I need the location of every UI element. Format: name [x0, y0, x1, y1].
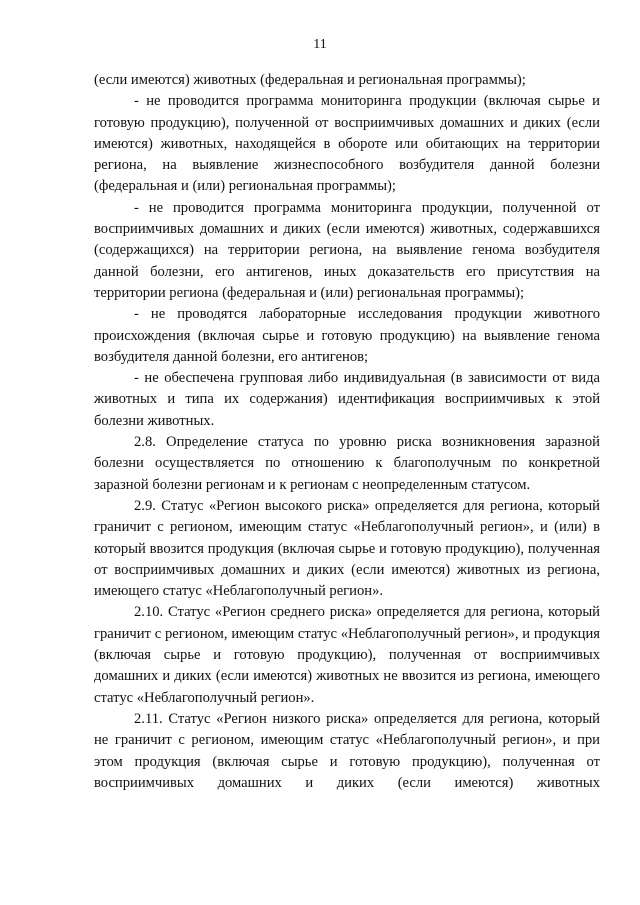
paragraph-2-8: 2.8. Определение статуса по уровню риска возникновения заразной болезни осуществляется по отношению к благополучным по конкретной заразной болезни регионам и к регионам с неопределенным статусом. — [94, 434, 600, 493]
paragraph-2-11: 2.11. Статус «Регион низкого риска» определяется для региона, который не граничит с регионом, имеющим статус «Неблагополучный регион», и при этом продукция (включая сырье и готовую продукцию), полученная от восприимчивых домашних и диких (если имеются) животных — [94, 710, 600, 791]
page-number: 11 — [313, 37, 327, 52]
document-body — [94, 70, 600, 794]
list-item-monitoring-genome: - не проводится программа мониторинга продукции, полученной от восприимчивых домашних и диких (если имеются) животных, содержавшихся (содержащихся) на территории региона, на выявление генома возбудителя данной болезни, его антигенов, иных доказательств его присутствия на территории региона (федеральная и (или) региональная программы); — [94, 199, 600, 301]
list-item-lab-testing: - не проводятся лабораторные исследования продукции животного происхождения (включая сырье и готовую продукцию) на выявление генома возбудителя данной болезни, его антигенов; — [94, 306, 600, 365]
paragraph-2-10: 2.10. Статус «Регион среднего риска» определяется для региона, который граничит с регионом, имеющим статус «Неблагополучный регион», и продукция (включая сырье и готовую продукцию), полученная от восприимчивых домашних и диких (если имеются) животных не ввозится из региона, имеющего статус «Неблагополучный регион». — [94, 604, 600, 706]
list-item-monitoring-viable-pathogen: - не проводится программа мониторинга продукции (включая сырье и готовую продукцию), полученной от восприимчивых домашних и диких (если имеются) животных, находящейся в обороте или обитающих на территории региона, на выявление жизнеспособного возбудителя данной болезни (федеральная и (или) региональная программы); — [94, 93, 600, 195]
list-item-identification: - не обеспечена групповая либо индивидуальная (в зависимости от вида животных и типа их содержания) идентификация восприимчивых к этой болезни животных. — [94, 370, 600, 429]
paragraph-2-9: 2.9. Статус «Регион высокого риска» определяется для региона, который граничит с регионом, имеющим статус «Неблагополучный регион», и (или) в который ввозится продукция (включая сырье и готовую продукцию), полученная от восприимчивых домашних и диких (если имеются) животных из региона, имеющего статус «Неблагополучный регион». — [94, 497, 600, 600]
paragraph-continuation: (если имеются) животных (федеральная и региональная программы); — [94, 72, 526, 88]
